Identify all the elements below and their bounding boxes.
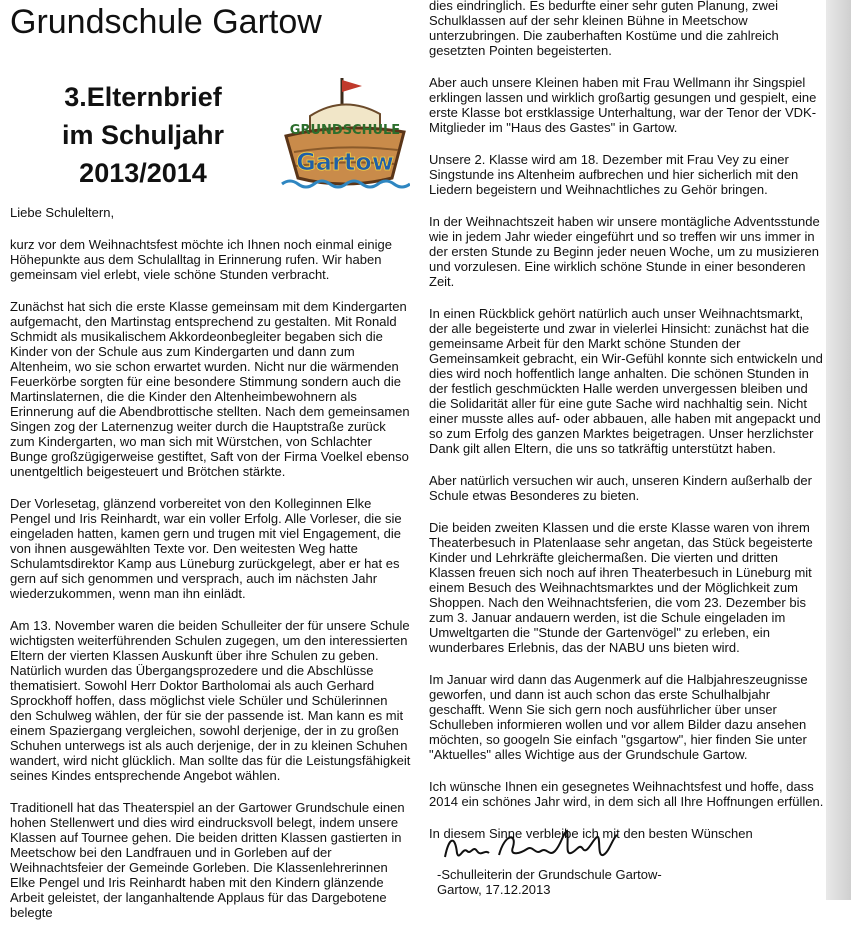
title-line-2: im Schuljahr — [61, 120, 225, 150]
letter-title — [28, 78, 258, 192]
paragraph: kurz vor dem Weihnachtsfest möchte ich Ihnen noch einmal einige Höhepunkte aus dem Schulalltag in Erinnerung rufen. Wir haben gemeinsam viel erlebt, viele schöne Stunden verbracht. — [10, 237, 393, 282]
paragraph: Zunächst hat sich die erste Klasse gemeinsam mit dem Kindergarten aufgemacht, den Martinstag entsprechend zu gestalten. Mit Ronald Schmidt als musikalischem Akkordeonbegleiter begaben sich die Kinder von der Schule aus zum Kindergarten und dann zum Altenheim, wo sie schon erwartet wurden. Nicht nur die wärmenden Feuerkörbe sorgten für eine besondere Stimmung sondern auch die Martinslaternen, die die Kinder den Altenheimbewohnern als Erinnerung auf die Abendbrottische stellten. Nach dem gemeinsamen Singen zog der Laternenzug weiter durch die Hauptstraße zurück zum Kindergarten, wo man sich mit Würstchen, von Schlachter Bunge großzügigerweise gestiftet, Saft von der Firma Voelkel ebenso unentgeltlich beigesteuert und Brötchen stärkte. — [10, 299, 410, 479]
paragraph: Unsere 2. Klasse wird am 18. Dezember mit Frau Vey zu einer Singstunde ins Altenheim aufbrechen und hier sicherlich mit den Liedern begeistern und Weihnachtliches zu Gehör bringen. — [429, 152, 799, 197]
logo-text-bottom: Gartow — [296, 148, 394, 176]
paragraph: Traditionell hat das Theaterspiel an der Gartower Grundschule einen hohen Stellenwert und dies wird eindrucksvoll belegt, indem unsere Klassen auf Tournee gehen. Die beiden dritten Klassen gastierten in Meetschow bei den Landfrauen und in Gorleben auf der Weihnachtsfeier der Gemeinde Gorleben. Die Klassenlehrerinnen Elke Pengel und Iris Reinhardt haben mit den Kindern glänzende Arbeit geleistet, der langanhaltende Applaus für das Dargebotene belegte — [10, 800, 405, 920]
closing-block — [437, 867, 662, 897]
paragraph: Aber auch unsere Kleinen haben mit Frau Wellmann ihr Singspiel erklingen lassen und wirklich großartig gesungen und gespielt, eine erste Klasse bot erstklassige Unterhaltung, war der Tenor der VDK-Mitglieder im "Haus des Gastes" in Gartow. — [429, 75, 817, 135]
paragraph: dies eindringlich. Es bedurfte einer sehr guten Planung, zwei Schulklassen auf der sehr kleinen Bühne in Meetschow unterzubringen. Die zauberhaften Kostüme und die zahlreich gesetzten Pointen begeisterten. — [429, 0, 779, 58]
signatory-role: -Schulleiterin der Grundschule Gartow- — [437, 867, 662, 882]
paragraph: Aber natürlich versuchen wir auch, unseren Kindern außerhalb der Schule etwas Besonderes zu bieten. — [429, 473, 812, 503]
paragraph: Der Vorlesetag, glänzend vorbereitet von den Kolleginnen Elke Pengel und Iris Reinhardt, war ein voller Erfolg. Alle Vorleser, die sie eingeladen hatten, kamen gern und trugen mit viel Engagement, die von ihnen ausgewählten Texte vor. Den weitesten Weg hatte Schulamtsdirektor Kamp aus Lüneburg zurückgelegt, aber er hat es gern auf sich genommen und versprach, auch im nächsten Jahr wiederzukommen, wenn man ihn einlädt. — [10, 496, 402, 601]
paragraph: Im Januar wird dann das Augenmerk auf die Halbjahreszeugnisse geworfen, und dann ist auch schon das erste Schulhalbjahr geschafft. Wenn Sie sich gern noch ausführlicher über unser Schulleben informieren wollen und vor allem Bilder dazu ansehen möchten, so googeln Sie einfach "gsgartow", hier finden Sie unter "Aktuelles" alles Wichtige aus der Grundschule Gartow. — [429, 672, 808, 762]
paragraph: In einen Rückblick gehört natürlich auch unser Weihnachtsmarkt, der alle begeisterte und zwar in vielerlei Hinsicht: zunächst hat die gemeinsame Arbeit für den Markt schöne Stunden der Gemeinsamkeit gebracht, ein Wir-Gefühl konnte sich entwickeln und dies wird noch hoffentlich lange anhalten. Die schönen Stunden in der festlich geschmückten Halle werden unvergessen bleiben und die Solidarität aller für eine gute Sache wird nachhaltig sein. Nicht einer musste alles auf- oder abbauen, alle haben mit angepackt und so zum Erfolg des ganzen Marktes beigetragen. Unser herzlichster Dank gilt allen Eltern, die uns so tatkräftig unterstützt haben. — [429, 306, 823, 456]
left-column — [10, 205, 412, 937]
salutation: Liebe Schuleltern, — [10, 205, 115, 220]
paragraph: Am 13. November waren die beiden Schulleiter der für unsere Schule wichtigsten weiterführenden Schulen zugegen, um den interessierten Eltern der vierten Klassen Auskunft über ihre Schulen zu geben. Natürlich wurden das Übergangsprozedere und die Abschlüsse thematisiert. Sowohl Herr Doktor Bartholomai als auch Gerhard Sprockhoff hoffen, dass möglichst viele Schüler und Schülerinnen den Schulweg wählen, der für sie der passende ist. Man kann es mit einem Spaziergang vergleichen, sowohl derjenige, der in zu großen Schuhen unterwegs ist als auch derjenige, der in zu kleinen Schuhen wandert, wird nicht glücklich. Man sollte das für die Leistungsfähigkeit seines Kindes entsprechende Angebot wählen. — [10, 618, 411, 783]
handwritten-signature — [437, 827, 627, 867]
logo-text-top: GRUNDSCHULE — [289, 123, 401, 138]
school-name-heading: Grundschule Gartow — [10, 3, 322, 41]
paragraph: In diesem Sinne verbleibe ich mit den besten Wünschen — [429, 826, 753, 841]
place-date: Gartow, 17.12.2013 — [437, 882, 551, 897]
right-column — [429, 0, 824, 858]
paragraph: In der Weihnachtszeit haben wir unsere montägliche Adventsstunde wie in jedem Jahr wieder eingeführt und so treffen wir uns immer in der ersten Stunde zu Beginn jeder neuen Woche, um zu musizieren und vorzulesen. Eine wirklich schöne Stunde in einer besonderen Zeit. — [429, 214, 820, 289]
paragraph: Ich wünsche Ihnen ein gesegnetes Weihnachtsfest und hoffe, dass 2014 ein schönes Jahr wird, in dem sich all Ihre Hoffnungen erfüllen. — [429, 779, 824, 809]
title-line-3: 2013/2014 — [79, 158, 207, 188]
scan-edge-shadow — [826, 0, 851, 900]
title-line-1: 3.Elternbrief — [64, 82, 222, 112]
school-ship-logo — [280, 74, 410, 194]
paragraph: Die beiden zweiten Klassen und die erste Klasse waren von ihrem Theaterbesuch in Platenlaase sehr angetan, das Stück begeisterte Kinder und Lehrkräfte gleichermaßen. Die vierten und dritten Klassen freuen sich noch auf ihren Theaterbesuch in Lüneburg mit einem Besuch des Weihnachtsmarktes und der Möglichkeit zum Shoppen. Nach den Weihnachtsferien, die vom 23. Dezember bis zum 3. Januar andauern werden, ist die Schule eingeladen im Umweltgarten die "Stunde der Gartenvögel" zu erleben, ein wunderbares Erlebnis, das der NABU uns bieten wird. — [429, 520, 813, 655]
